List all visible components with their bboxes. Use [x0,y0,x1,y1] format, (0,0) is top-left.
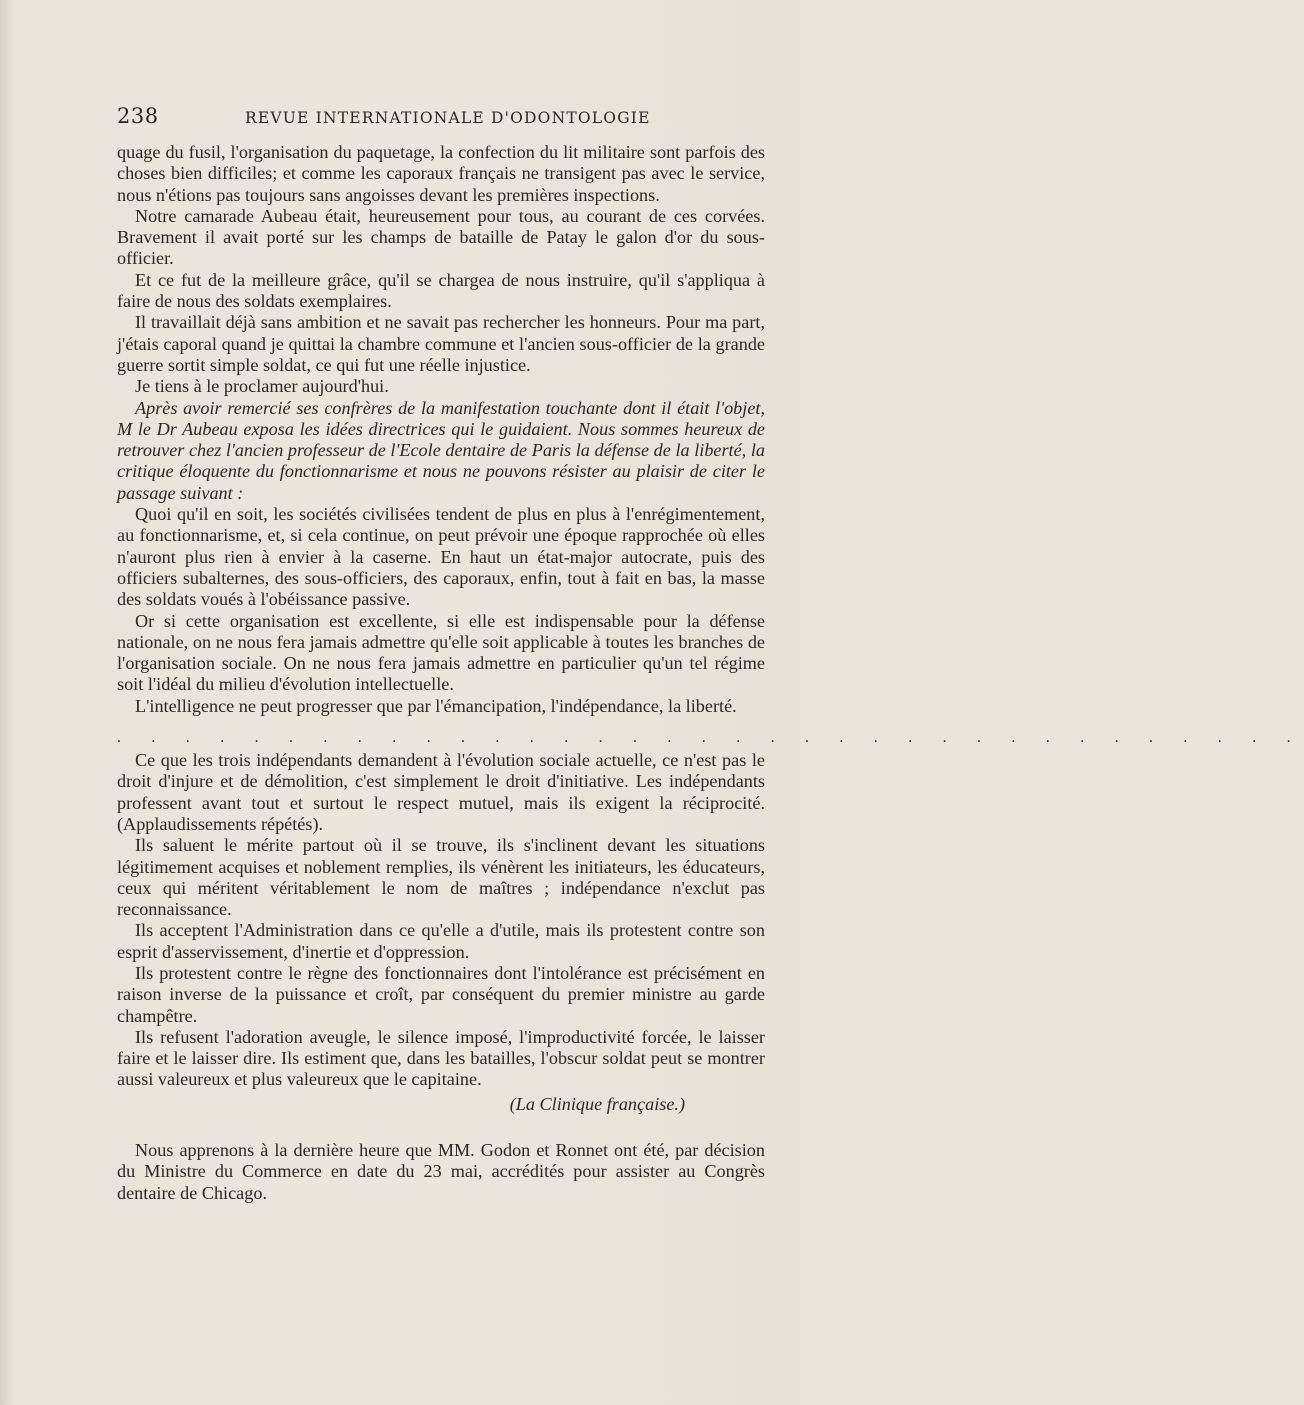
paragraph: Ils saluent le mérite partout où il se trouve, ils s'inclinent devant les situations légitimement acquises et noblement remplies, ils vénèrent les initiateurs, les éducateurs, ceux qui méritent véritablement le nom de maîtres ; indépendance n'exclut pas reconnaissance. [117,835,765,920]
paragraph: Et ce fut de la meilleure grâce, qu'il se chargea de nous instruire, qu'il s'appliqua à faire de nous des soldats exemplaires. [117,269,765,312]
paragraph: Après avoir remercié ses confrères de la manifestation touchante dont il était l'objet, M le Dr Aubeau exposa les idées directrices qui le guidaient. Nous sommes heureux de retrouver chez l'ancien professeur de l'Ecole dentaire de Paris la défense de la liberté, la critique éloquente du fonctionnarisme et nous ne pouvons résister au plaisir de citer le passage suivant : [117,397,765,503]
paragraph: Ils refusent l'adoration aveugle, le silence imposé, l'improductivité forcée, le laisser faire et le laisser dire. Ils estiment que, dans les batailles, l'obscur soldat peut se montrer aussi valeureux et plus valeureux que le capitaine. [117,1026,765,1090]
source-citation: (La Clinique française.) [509,1093,685,1114]
paragraph: Je tiens à le proclamer aujourd'hui. [135,376,389,397]
paragraphs-section [117,142,765,717]
paragraph: L'intelligence ne peut progresser que par l'émancipation, l'indépendance, la liberté. [135,695,737,716]
page-header [117,104,677,134]
article-body [117,142,1304,1204]
ellipsis-separator: . . . . . . . . . . . . . . . . . . . . . . . . . . . . . . . . . . . [117,729,1304,747]
paragraph: Or si cette organisation est excellente, si elle est indispensable pour la défense nationale, on ne nous fera jamais admettre qu'elle soit applicable à toutes les branches de l'organisation sociale. On ne nous fera jamais admettre en particulier qu'un tel régime soit l'idéal du milieu d'évolution intellectuelle. [117,610,765,695]
paragraph: quage du fusil, l'organisation du paquetage, la confection du lit militaire sont parfois des choses bien difficiles; et comme les caporaux français ne transigent pas avec le service, nous n'étions pas toujours sans angoisses devant les premières inspections. [117,142,765,205]
paragraphs-section-continued [117,750,765,1091]
page-number: 238 [117,104,159,128]
news-notice: Nous apprenons à la dernière heure que MM. Godon et Ronnet ont été, par décision du Ministre du Commerce en date du 23 mai, accrédités pour assister au Congrès dentaire de Chicago. [117,1140,765,1203]
paragraph: Ils acceptent l'Administration dans ce qu'elle a d'utile, mais ils protestent contre son esprit d'asservissement, d'inertie et d'oppression. [117,920,765,962]
paragraph: Quoi qu'il en soit, les sociétés civilisées tendent de plus en plus à l'enrégimentement, au fonctionnarisme, et, si cela continue, on peut prévoir une époque rapprochée où elles n'auront plus rien à envier à la caserne. En haut un état-major autocrate, puis des officiers subalternes, des sous-officiers, des caporaux, enfin, tout à fait en bas, la masse des soldats voués à l'obéissance passive. [117,504,765,610]
paragraph: Il travaillait déjà sans ambition et ne savait pas rechercher les honneurs. Pour ma part, j'étais caporal quand je quittai la chambre commune et l'ancien sous-officier de la grande guerre sortit simple soldat, ce qui fut une réelle injustice. [117,312,765,375]
paragraph: Ce que les trois indépendants demandent à l'évolution sociale actuelle, ce n'est pas le droit d'injure et de démolition, c'est simplement le droit d'initiative. Les indépendants professent avant tout et surtout le respect mutuel, mais ils exigent la réciprocité. (Applaudissements répétés). [117,750,765,834]
paragraph: Notre camarade Aubeau était, heureusement pour tous, au courant de ces corvées. Bravement il avait porté sur les champs de bataille de Patay le galon d'or du sous-officier. [117,205,765,269]
paragraph: Ils protestent contre le règne des fonctionnaires dont l'intolérance est précisément en raison inverse de la puissance et croît, par conséquent du premier ministre au garde champêtre. [117,962,765,1026]
running-title: REVUE INTERNATIONALE D'ODONTOLOGIE [245,109,651,127]
